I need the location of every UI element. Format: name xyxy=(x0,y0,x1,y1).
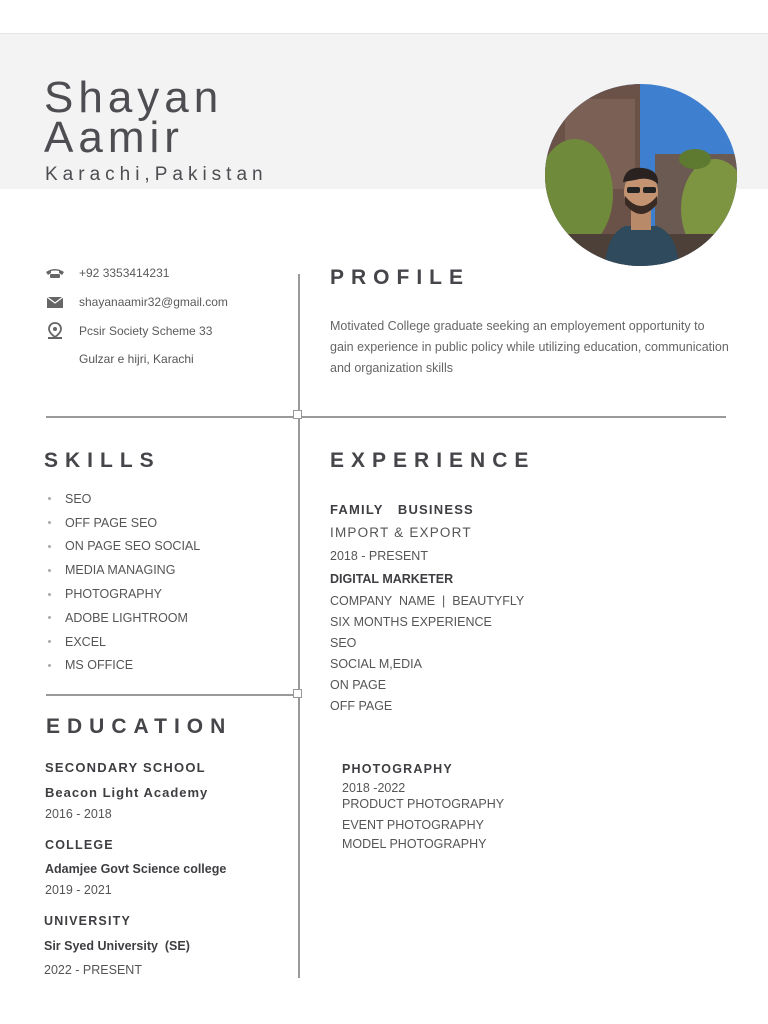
list-item: EXCEL xyxy=(44,630,200,654)
address-line2: Gulzar e hijri, Karachi xyxy=(79,352,194,366)
list-item: PHOTOGRAPHY xyxy=(44,582,200,606)
phone-icon xyxy=(44,266,66,280)
location: Karachi,Pakistan xyxy=(45,164,268,185)
email-text: shayanaamir32@gmail.com xyxy=(79,295,228,309)
university-label: UNIVERSITY xyxy=(44,914,132,928)
job2-line: SEO xyxy=(330,636,357,650)
university-name: Sir Syed University (SE) xyxy=(44,939,190,953)
divider-vertical-top xyxy=(298,274,300,416)
school-name: Beacon Light Academy xyxy=(45,785,209,800)
divider-node-2 xyxy=(293,689,302,698)
skills-heading: SKILLS xyxy=(44,449,161,472)
job2-company: COMPANY NAME | BEAUTYFLY xyxy=(330,594,525,608)
list-item: MS OFFICE xyxy=(44,654,200,678)
job2-line: SOCIAL M,EDIA xyxy=(330,657,422,671)
last-name: Aamir xyxy=(44,113,184,162)
first-name: Shayan xyxy=(44,73,224,122)
college-name: Adamjee Govt Science college xyxy=(45,862,227,876)
job3-item: EVENT PHOTOGRAPHY xyxy=(342,818,484,832)
job2-line: OFF PAGE xyxy=(330,699,393,713)
address-line1: Pcsir Society Scheme 33 xyxy=(79,324,213,338)
job2-line: SIX MONTHS EXPERIENCE xyxy=(330,615,492,629)
job2-title: DIGITAL MARKETER xyxy=(330,572,454,586)
college-label: COLLEGE xyxy=(45,838,114,852)
contact-email xyxy=(44,295,228,309)
contact-address xyxy=(44,324,212,338)
college-dates: 2019 - 2021 xyxy=(45,883,112,897)
divider-horizontal-2 xyxy=(46,694,299,696)
university-dates: 2022 - PRESENT xyxy=(44,963,142,977)
job1-dates: 2018 - PRESENT xyxy=(330,549,428,563)
job2-line: ON PAGE xyxy=(330,678,387,692)
school-label: SECONDARY SCHOOL xyxy=(45,760,206,775)
job3-dates: 2018 -2022 xyxy=(342,781,406,795)
contact-phone xyxy=(44,266,169,280)
location-pin-icon xyxy=(44,324,66,338)
list-item: SEO xyxy=(44,487,200,511)
mail-icon xyxy=(44,295,66,309)
experience-heading: EXPERIENCE xyxy=(330,449,536,472)
job1-title: FAMILY BUSINESS xyxy=(330,502,474,517)
job1-subtitle: IMPORT & EXPORT xyxy=(330,525,472,540)
list-item: OFF PAGE SEO xyxy=(44,511,200,535)
school-dates: 2016 - 2018 xyxy=(45,807,112,821)
profile-heading: PROFILE xyxy=(330,266,471,289)
phone-text: +92 3353414231 xyxy=(79,266,170,280)
job3-title: PHOTOGRAPHY xyxy=(342,762,453,776)
list-item: ADOBE LIGHTROOM xyxy=(44,606,200,630)
job3-item: PRODUCT PHOTOGRAPHY xyxy=(342,797,505,811)
profile-photo xyxy=(545,84,737,266)
education-heading: EDUCATION xyxy=(46,715,233,738)
list-item: ON PAGE SEO SOCIAL xyxy=(44,535,200,559)
divider-node-1 xyxy=(293,410,302,419)
profile-text: Motivated College graduate seeking an employement opportunity to gain experience in public policy while utilizing education, communication and organization skills xyxy=(330,319,729,375)
list-item: MEDIA MANAGING xyxy=(44,558,200,582)
job3-item: MODEL PHOTOGRAPHY xyxy=(342,837,487,851)
divider-horizontal-1 xyxy=(46,416,726,418)
skills-list xyxy=(44,487,200,677)
